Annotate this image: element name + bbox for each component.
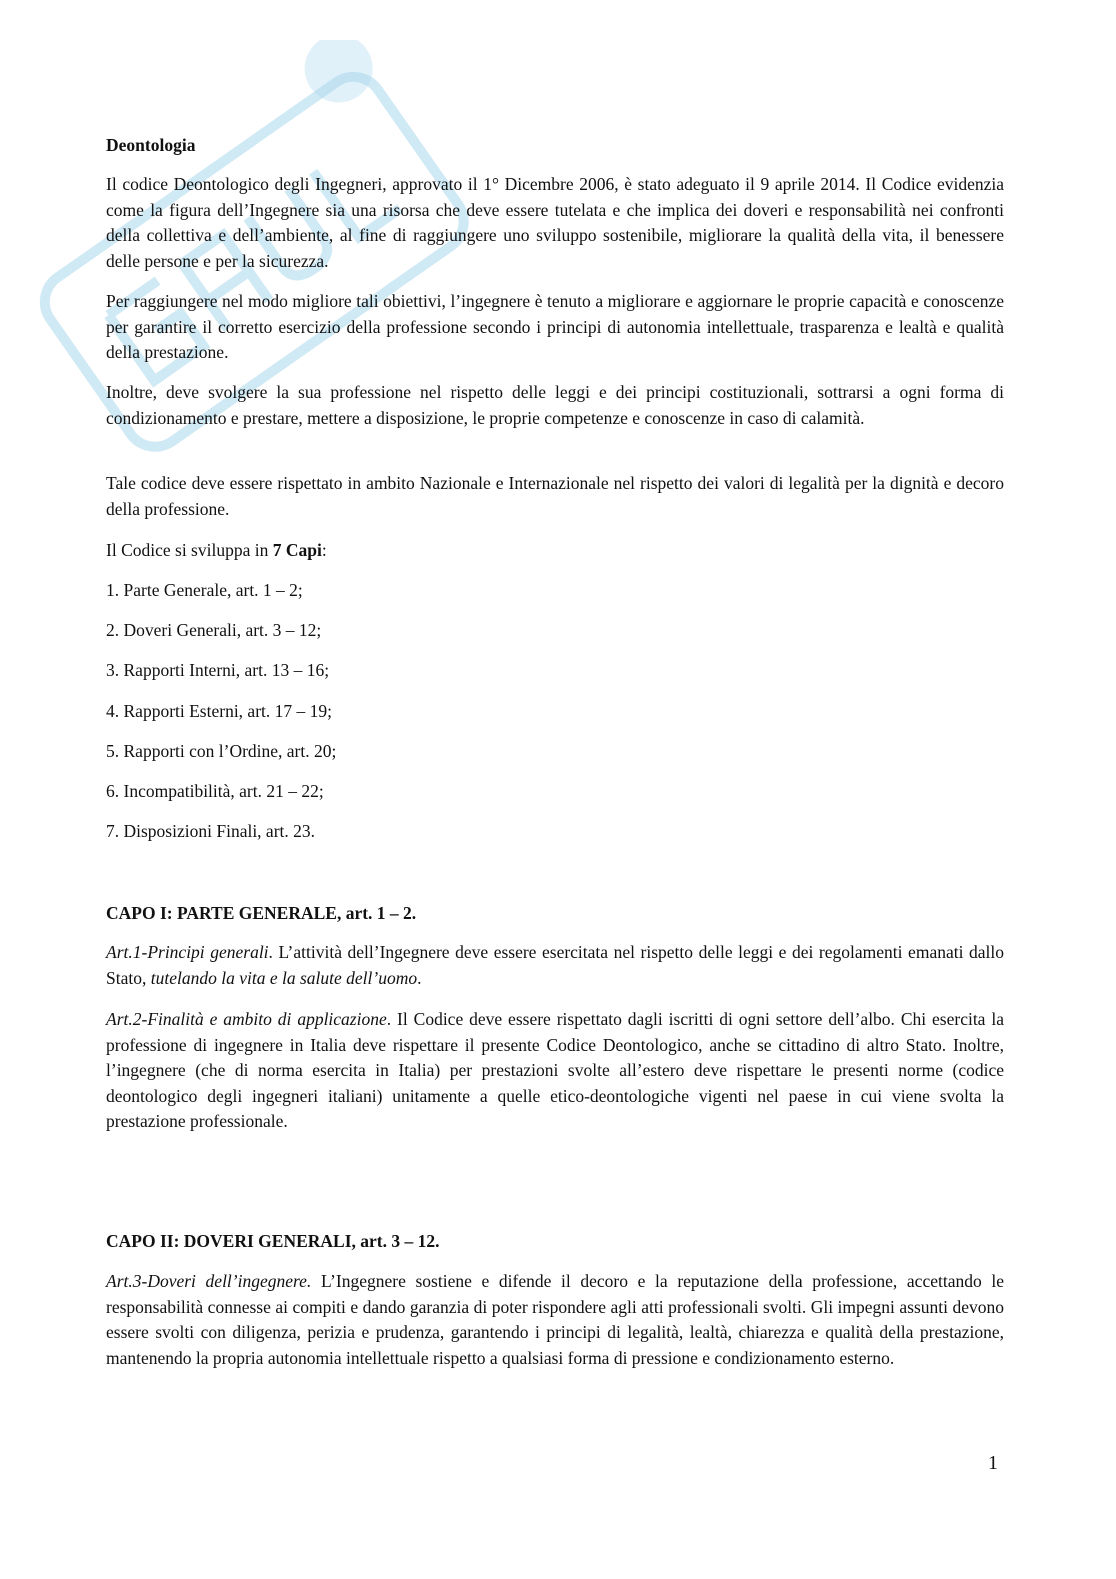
art1-title: Art.1-Principi generali: [106, 942, 269, 962]
art1-end: .: [417, 967, 422, 988]
chapter-list-item-6: 6. Incompatibilità, art. 21 – 22;: [106, 781, 324, 801]
art1-italic-tail: tutelando la vita e la salute dell’uomo: [150, 967, 418, 988]
intro-paragraph-4: Tale codice deve essere rispettato in ambito Nazionale e Internazionale nel rispetto dei valori di legalità per la dignità e decoro della professione.: [106, 473, 1004, 519]
intro-paragraph-1: Il codice Deontologico degli Ingegneri, approvato il 1° Dicembre 2006, è stato adeguato il 9 aprile 2014. Il Codice evidenzia come la figura dell’Ingegnere sia una risorsa che deve essere tutelata e che implica dei doveri e responsabilità nei confronti della collettiva e dell’ambiente, al fine di raggiungere uno sviluppo sostenibile, migliorare la qualità della vita, il benessere delle persone e per la sicurezza.: [106, 174, 1004, 271]
chapter-list-item-3: 3. Rapporti Interni, art. 13 – 16;: [106, 660, 330, 680]
document-title: Deontologia: [106, 135, 196, 155]
intro-paragraph-3: Inoltre, deve svolgere la sua professione nel rispetto delle leggi e dei principi costituzionali, sottrarsi a ogni forma di condizionamento e prestare, mettere a disposizione, le proprie competenze e conoscenze in caso di calamità.: [106, 382, 1004, 428]
intro-paragraph-2: Per raggiungere nel modo migliore tali obiettivi, l’ingegnere è tenuto a migliorare e aggiornare le proprie capacità e conoscenze per garantire il corretto esercizio della professione secondo i principi di autonomia intellettuale, trasparenza e lealtà e qualità della prestazione.: [106, 291, 1004, 362]
art2-paragraph: [106, 1007, 1004, 1135]
art2-title: Art.2-Finalità e ambito di applicazione: [106, 1009, 387, 1029]
page-number: 1: [988, 1452, 998, 1474]
art3-text: L’Ingegnere sostiene e difende il decoro e la reputazione della professione, accettando le responsabilità connesse ai compiti e dando garanzia di poter rispondere agli atti professionali svolti. Gli impegni assunti devono essere svolti con diligenza, perizia e prudenza, garantendo i principi di legalità, lealtà, chiarezza e qualità della prestazione, mantenendo la propria autonomia intellettuale rispetto a qualsiasi forma di pressione e condizionamento esterno.: [106, 1271, 1004, 1368]
chapter-list-item-2: 2. Doveri Generali, art. 3 – 12;: [106, 620, 322, 640]
art3-paragraph: [106, 1269, 1004, 1371]
chapters-intro: [106, 538, 327, 564]
chapter-list-item-4: 4. Rapporti Esterni, art. 17 – 19;: [106, 701, 333, 721]
art2-text: . Il Codice deve essere rispettato dagli iscritti di ogni settore dell’albo. Chi esercita la professione di ingegnere in Italia deve rispettare il presente Codice Deontologico, anche se cittadino di altro Stato. Inoltre, l’ingegnere (che di norma esercita in Italia) per prestazioni svolte all’estero deve rispettare le presenti norme (codice deontologico degli ingegneri italiani) unitamente a quelle etico-deontologiche vigenti nel paese in cui viene svolta la prestazione professionale.: [106, 1009, 1004, 1131]
chapters-intro-suffix: :: [321, 540, 327, 560]
art1-paragraph: [106, 940, 1004, 991]
chapter-list-item-7: 7. Disposizioni Finali, art. 23.: [106, 821, 316, 841]
chapters-intro-prefix: Il Codice si sviluppa in: [106, 540, 273, 560]
chapters-intro-count: 7 Capi: [272, 540, 322, 560]
capo2-heading: CAPO II: DOVERI GENERALI, art. 3 – 12.: [106, 1231, 440, 1251]
chapter-list-item-5: 5. Rapporti con l’Ordine, art. 20;: [106, 741, 337, 761]
art1-text: . L’attività dell’Ingegnere deve essere esercitata nel rispetto delle leggi e dei regolamenti emanati dallo Stato,: [106, 942, 1004, 988]
chapter-list-item-1: 1. Parte Generale, art. 1 – 2;: [106, 580, 303, 600]
art3-title: Art.3-Doveri dell’ingegnere.: [106, 1271, 312, 1291]
capo1-heading: CAPO I: PARTE GENERALE, art. 1 – 2.: [106, 903, 417, 923]
